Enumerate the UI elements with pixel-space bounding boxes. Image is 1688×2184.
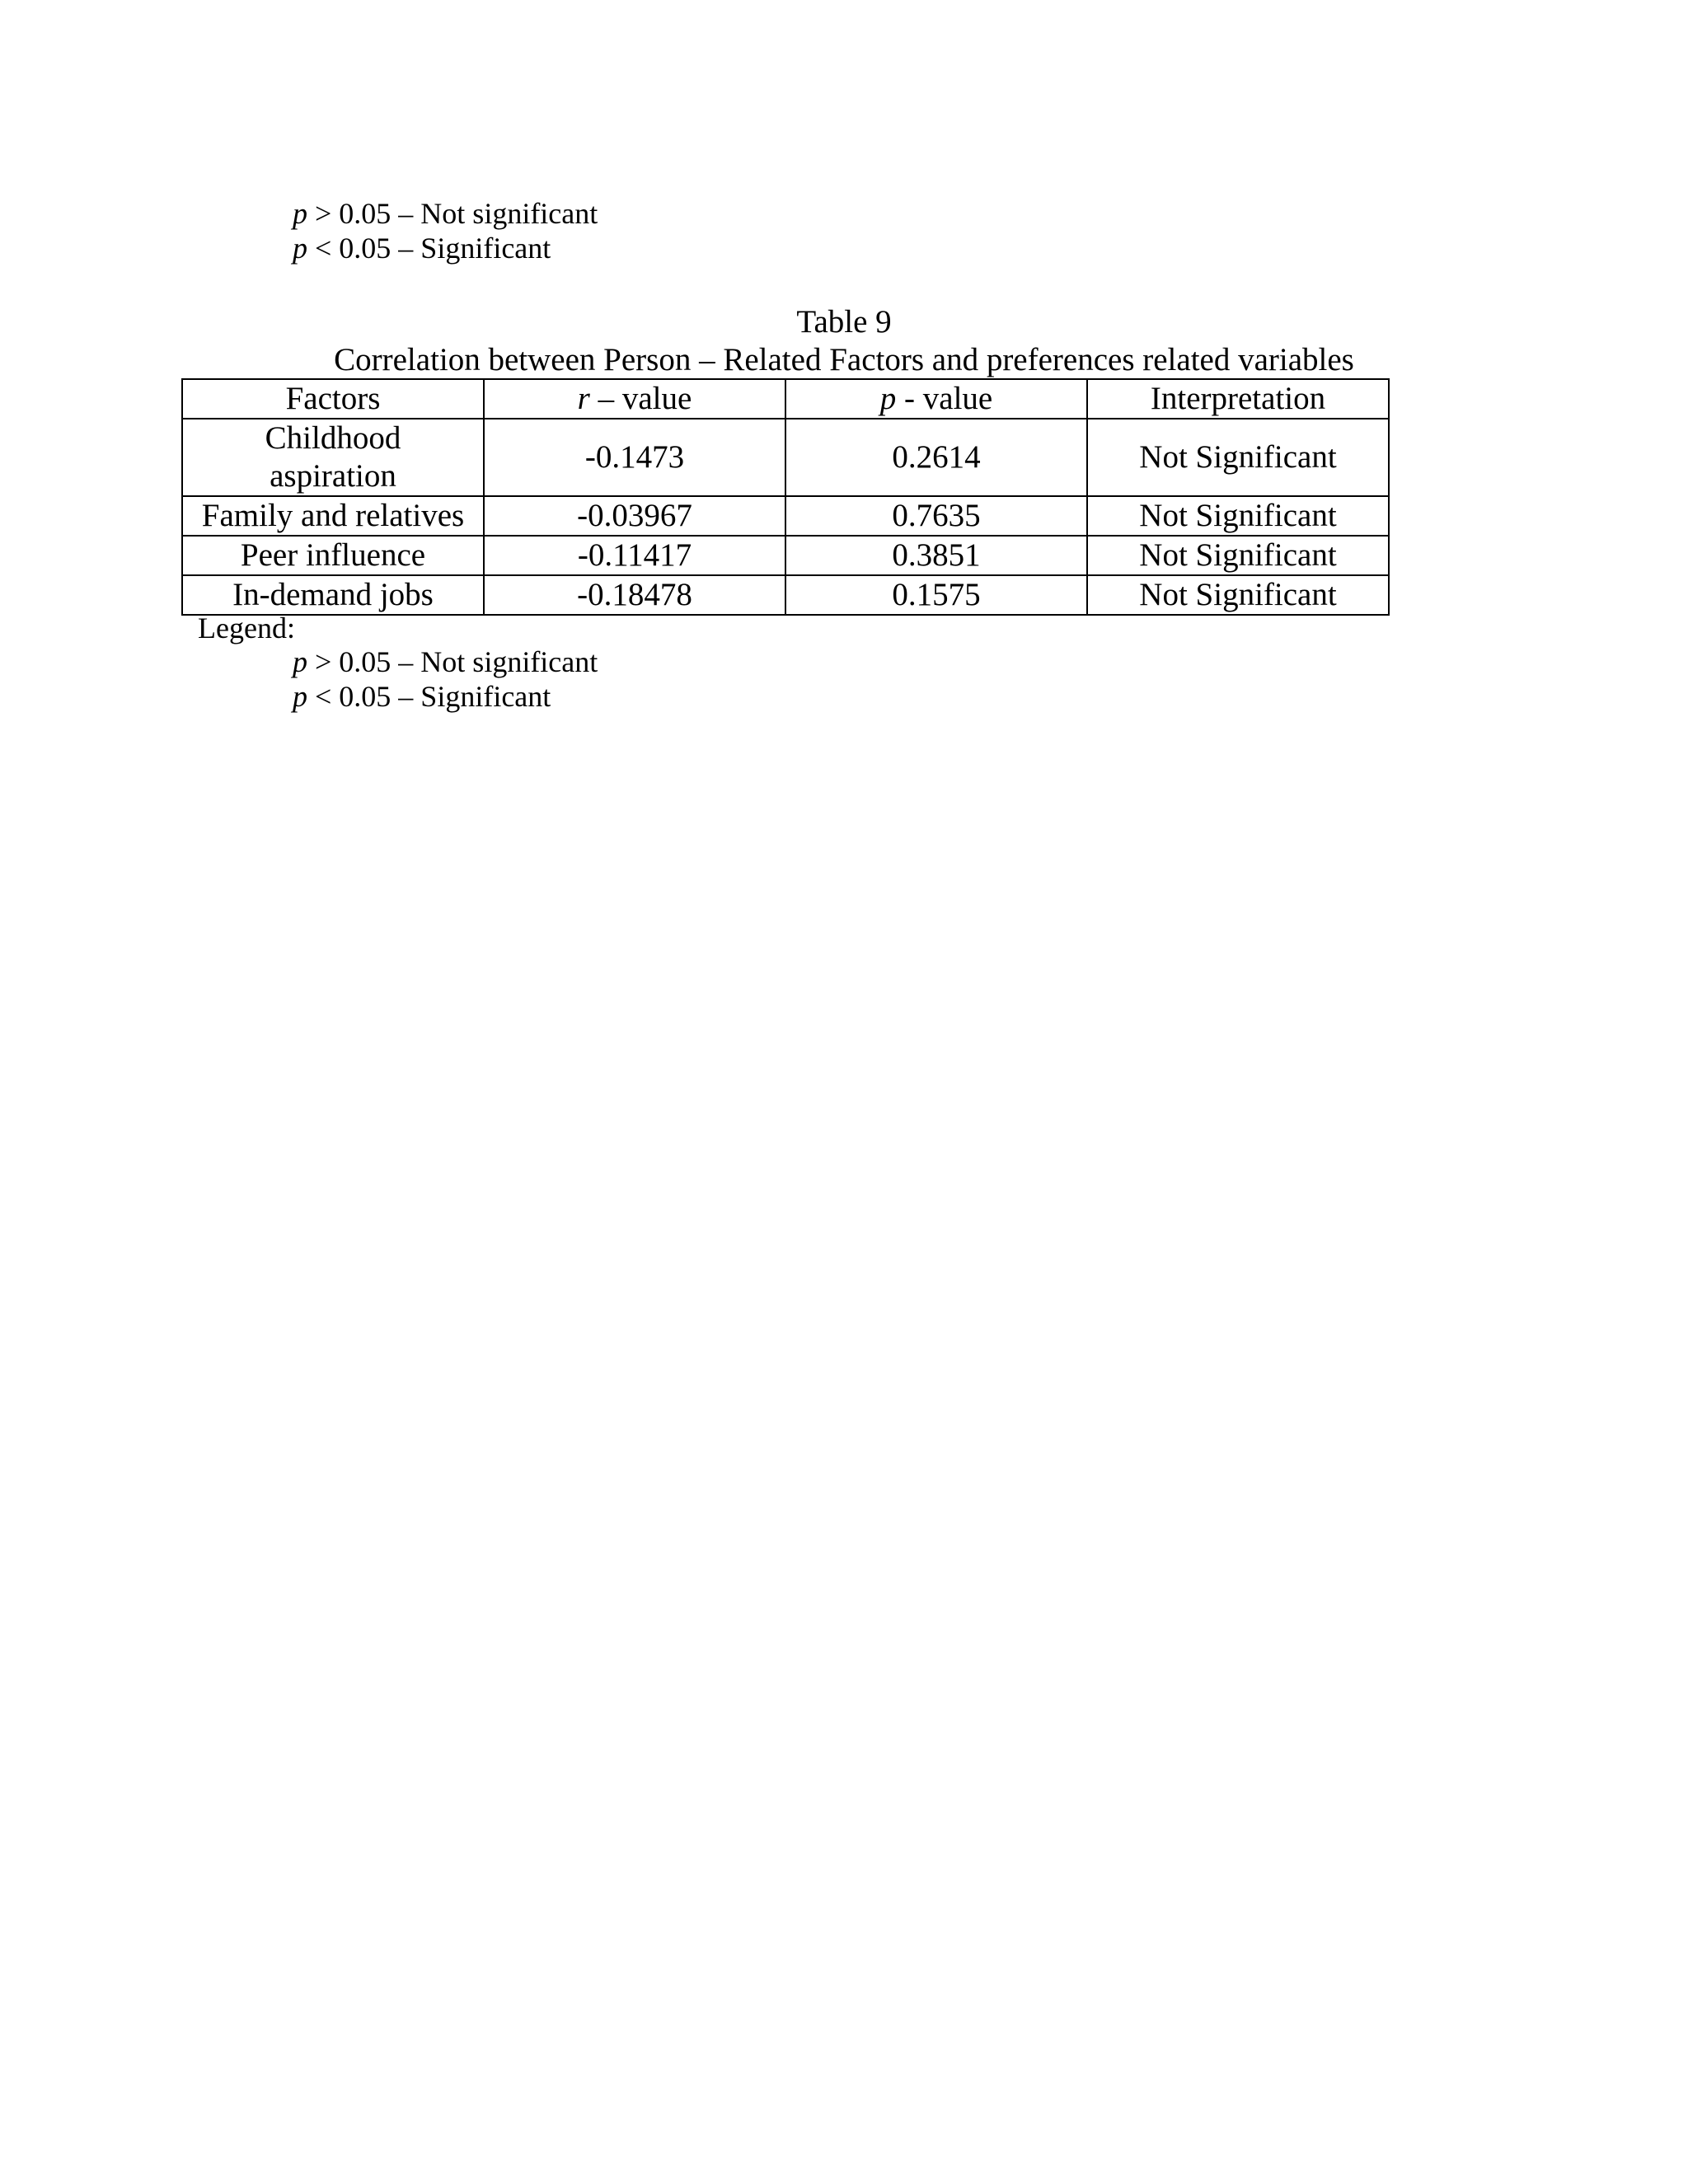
p-value-cell: 0.7635	[785, 496, 1087, 536]
top-legend-line-not-significant	[293, 196, 598, 231]
legend-text: > 0.05 – Not significant	[307, 645, 598, 678]
p-variable: p	[293, 197, 307, 230]
factor-cell: Family and relatives	[182, 496, 484, 536]
top-legend-line-significant	[293, 231, 551, 265]
r-value-cell: -0.18478	[484, 575, 785, 615]
header-interpretation: Interpretation	[1087, 379, 1389, 419]
p-value-cell: 0.3851	[785, 536, 1087, 575]
interpretation-cell: Not Significant	[1087, 575, 1389, 615]
interpretation-cell: Not Significant	[1087, 536, 1389, 575]
p-variable: p	[293, 232, 307, 265]
p-variable: p	[879, 381, 897, 416]
table-row	[182, 575, 1389, 615]
header-p-value-text: - value	[896, 381, 993, 416]
factor-cell: Peer influence	[182, 536, 484, 575]
factor-cell	[182, 419, 484, 496]
factor-text: Childhood aspiration	[265, 420, 401, 494]
table-row	[182, 496, 1389, 536]
r-value-cell: -0.03967	[484, 496, 785, 536]
p-value-cell: 0.2614	[785, 419, 1087, 496]
header-r-value	[484, 379, 785, 419]
table-title: Correlation between Person – Related Factors and preferences related variables	[334, 342, 1354, 377]
correlation-table	[181, 378, 1390, 616]
p-value-cell: 0.1575	[785, 575, 1087, 615]
legend-text: < 0.05 – Significant	[307, 680, 551, 713]
r-value-cell: -0.1473	[484, 419, 785, 496]
table-row	[182, 536, 1389, 575]
interpretation-cell: Not Significant	[1087, 419, 1389, 496]
header-p-value	[785, 379, 1087, 419]
table-number: Table 9	[796, 304, 892, 340]
r-value-cell: -0.11417	[484, 536, 785, 575]
table-header-row	[182, 379, 1389, 419]
legend-text: < 0.05 – Significant	[307, 232, 551, 265]
bottom-legend-line-significant	[293, 679, 551, 714]
legend-label: Legend:	[198, 612, 295, 644]
header-factors: Factors	[182, 379, 484, 419]
p-variable: p	[293, 645, 307, 678]
legend-text: > 0.05 – Not significant	[307, 197, 598, 230]
r-variable: r	[577, 381, 590, 416]
table-row	[182, 419, 1389, 496]
interpretation-cell: Not Significant	[1087, 496, 1389, 536]
header-r-value-text: – value	[589, 381, 692, 416]
p-variable: p	[293, 680, 307, 713]
bottom-legend-line-not-significant	[293, 644, 598, 679]
factor-cell: In-demand jobs	[182, 575, 484, 615]
